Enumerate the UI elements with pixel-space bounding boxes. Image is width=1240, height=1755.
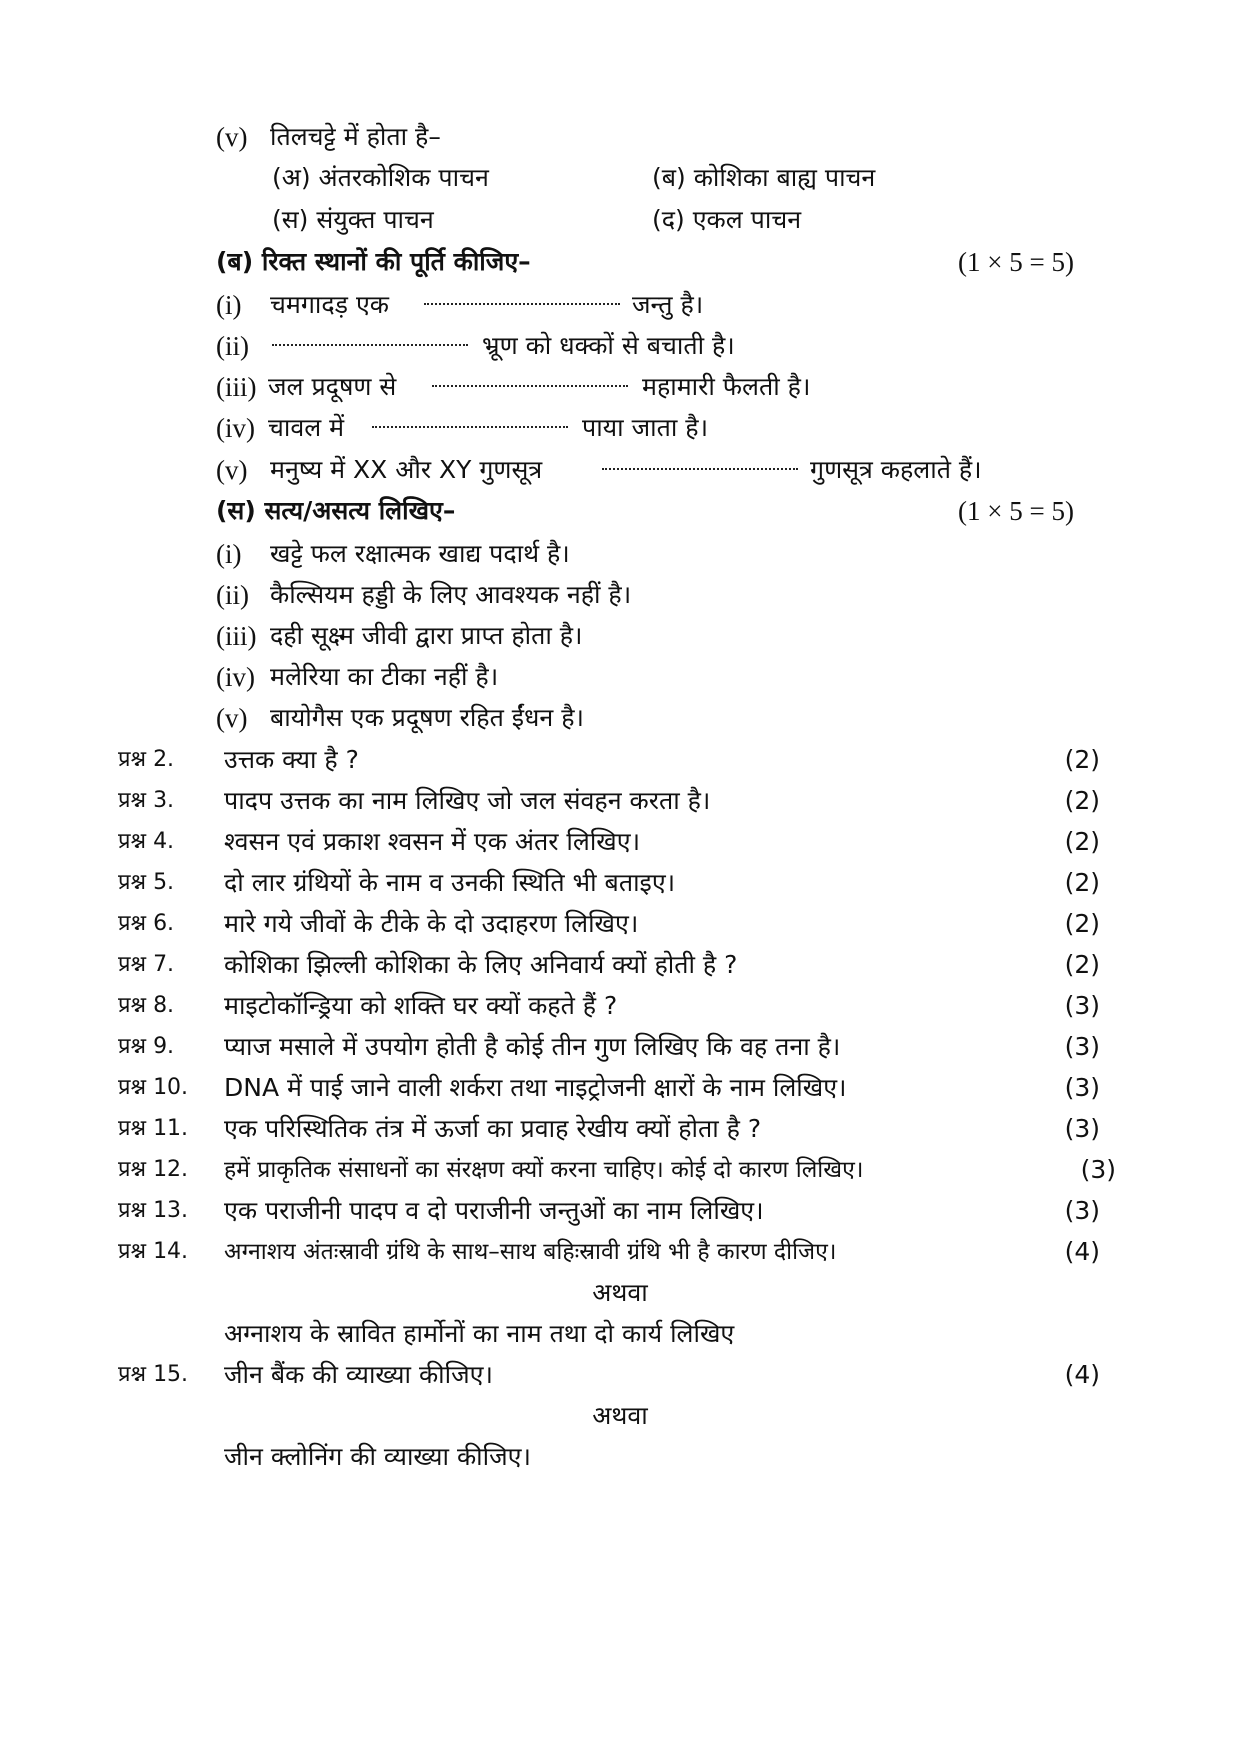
- question-marks: (3): [1064, 1114, 1100, 1143]
- item-text: मलेरिया का टीका नहीं है।: [270, 662, 499, 691]
- question-label: प्रश्न 9.: [118, 1034, 175, 1059]
- question-label: प्रश्न 7.: [118, 952, 175, 977]
- question-label: प्रश्न 14.: [118, 1239, 189, 1264]
- item-number: (ii): [216, 331, 249, 361]
- question-label: प्रश्न 15.: [118, 1362, 189, 1387]
- question-text: माइटोकॉन्ड्रिया को शक्ति घर क्यों कहते हैं ?: [224, 991, 618, 1020]
- question-text: पादप उत्तक का नाम लिखिए जो जल संवहन करता है।: [224, 786, 711, 815]
- item-number: (v): [216, 703, 248, 733]
- question-text: तिलचट्टे में होता है–: [270, 122, 441, 151]
- item-text-after: महामारी फैलती है।: [642, 372, 811, 401]
- mcq-question-v: [0, 117, 1240, 157]
- option-c: (स) संयुक्त पाचन: [272, 205, 434, 234]
- section-c-marks: (1 × 5 = 5): [958, 496, 1074, 526]
- item-text: बायोगैस एक प्रदूषण रहित ईंधन है।: [270, 703, 584, 732]
- question-row: [0, 740, 1240, 780]
- fill-blank-item: [0, 408, 1240, 448]
- alternate-question-text: अग्नाशय के स्रावित हार्मोनों का नाम तथा दो कार्य लिखिए: [224, 1319, 735, 1348]
- true-false-item: [0, 698, 1240, 738]
- item-text-after: भ्रूण को धक्कों से बचाती है।: [482, 331, 735, 360]
- question-text: दो लार ग्रंथियों के नाम व उनकी स्थिति भी बताइए।: [224, 868, 676, 897]
- question-row: [0, 1355, 1240, 1395]
- blank-line: [424, 285, 620, 305]
- question-text: एक पराजीनी पादप व दो पराजीनी जन्तुओं का नाम लिखिए।: [224, 1196, 764, 1225]
- question-row: [0, 904, 1240, 944]
- item-text-after: पाया जाता है।: [582, 413, 709, 442]
- or-label: अथवा: [592, 1401, 648, 1430]
- section-b-heading-row: [0, 242, 1240, 282]
- question-text: DNA में पाई जाने वाली शर्करा तथा नाइट्रोजनी क्षारों के नाम लिखिए।: [224, 1073, 847, 1102]
- question-row: [0, 863, 1240, 903]
- mcq-options-row-2: [0, 200, 1240, 240]
- item-text: खट्टे फल रक्षात्मक खाद्य पदार्थ है।: [270, 539, 570, 568]
- or-separator: [0, 1396, 1240, 1436]
- question-marks: (2): [1064, 909, 1100, 938]
- question-marks: (2): [1064, 868, 1100, 897]
- question-marks: (2): [1064, 745, 1100, 774]
- question-text: उत्तक क्या है ?: [224, 745, 359, 774]
- option-d: (द) एकल पाचन: [652, 205, 802, 234]
- or-label: अथवा: [592, 1278, 648, 1307]
- blank-line: [272, 326, 468, 346]
- question-label: प्रश्न 12.: [118, 1157, 189, 1182]
- question-marks: (4): [1064, 1360, 1100, 1389]
- question-marks: (3): [1064, 991, 1100, 1020]
- item-text: कैल्सियम हड्डी के लिए आवश्यक नहीं है।: [270, 580, 632, 609]
- blank-line: [432, 367, 628, 387]
- question-text: एक परिस्थितिक तंत्र में ऊर्जा का प्रवाह रेखीय क्यों होता है ?: [224, 1114, 762, 1143]
- question-label: प्रश्न 13.: [118, 1198, 189, 1223]
- item-number: (i): [216, 290, 242, 320]
- question-label: प्रश्न 2.: [118, 747, 175, 772]
- question-label: प्रश्न 8.: [118, 993, 175, 1018]
- item-number: (iii): [216, 621, 257, 651]
- fill-blank-item: [0, 450, 1240, 490]
- question-marks: (2): [1064, 786, 1100, 815]
- question-text: जीन बैंक की व्याख्या कीजिए।: [224, 1360, 493, 1389]
- question-row: [0, 986, 1240, 1026]
- true-false-item: [0, 575, 1240, 615]
- item-text-after: जन्तु है।: [632, 290, 704, 319]
- question-marks: (3): [1064, 1196, 1100, 1225]
- question-text: प्याज मसाले में उपयोग होती है कोई तीन गुण लिखिए कि वह तना है।: [224, 1032, 841, 1061]
- question-marks: (2): [1064, 950, 1100, 979]
- question-row: [0, 945, 1240, 985]
- question-text: मारे गये जीवों के टीके के दो उदाहरण लिखिए।: [224, 909, 639, 938]
- question-marks: (3): [1080, 1155, 1116, 1184]
- question-row: [0, 1150, 1240, 1190]
- true-false-item: [0, 657, 1240, 697]
- question-marks: (3): [1064, 1032, 1100, 1061]
- question-row: [0, 1027, 1240, 1067]
- section-b-marks: (1 × 5 = 5): [958, 247, 1074, 277]
- question-label: प्रश्न 5.: [118, 870, 175, 895]
- item-number: (iv): [216, 662, 255, 692]
- question-number: (v): [216, 122, 248, 152]
- question-text: हमें प्राकृतिक संसाधनों का संरक्षण क्यों करना चाहिए। कोई दो कारण लिखिए।: [224, 1157, 864, 1183]
- fill-blank-item: [0, 285, 1240, 325]
- item-number: (i): [216, 539, 242, 569]
- true-false-item: [0, 534, 1240, 574]
- alternate-question: [0, 1314, 1240, 1354]
- fill-blank-item: [0, 367, 1240, 407]
- question-marks: (4): [1064, 1237, 1100, 1266]
- item-number: (ii): [216, 580, 249, 610]
- question-row: [0, 781, 1240, 821]
- section-b-heading: (ब) रिक्त स्थानों की पूर्ति कीजिए–: [216, 247, 531, 276]
- question-row: [0, 822, 1240, 862]
- question-label: प्रश्न 11.: [118, 1116, 189, 1141]
- question-marks: (2): [1064, 827, 1100, 856]
- section-c-heading-row: [0, 491, 1240, 531]
- alternate-question-text: जीन क्लोनिंग की व्याख्या कीजिए।: [224, 1442, 531, 1471]
- item-number: (iv): [216, 413, 255, 443]
- question-text: अग्नाशय अंतःस्रावी ग्रंथि के साथ–साथ बहिःस्रावी ग्रंथि भी है कारण दीजिए।: [224, 1239, 837, 1265]
- question-label: प्रश्न 6.: [118, 911, 175, 936]
- question-row: [0, 1068, 1240, 1108]
- question-row: [0, 1109, 1240, 1149]
- item-text-before: मनुष्य में XX और XY गुणसूत्र: [270, 455, 543, 484]
- blank-line: [372, 408, 568, 428]
- item-text-after: गुणसूत्र कहलाते हैं।: [810, 455, 982, 484]
- question-row: [0, 1232, 1240, 1272]
- question-text: श्वसन एवं प्रकाश श्वसन में एक अंतर लिखिए।: [224, 827, 641, 856]
- item-number: (v): [216, 455, 248, 485]
- or-separator: [0, 1273, 1240, 1313]
- item-number: (iii): [216, 372, 257, 402]
- mcq-options-row-1: [0, 158, 1240, 198]
- alternate-question: [0, 1437, 1240, 1477]
- question-text: कोशिका झिल्ली कोशिका के लिए अनिवार्य क्यों होती है ?: [224, 950, 738, 979]
- question-marks: (3): [1064, 1073, 1100, 1102]
- blank-line: [602, 450, 798, 470]
- option-a: (अ) अंतरकोशिक पाचन: [272, 163, 489, 192]
- item-text: दही सूक्ष्म जीवी द्वारा प्राप्त होता है।: [270, 621, 583, 650]
- question-row: [0, 1191, 1240, 1231]
- section-c-heading: (स) सत्य/असत्य लिखिए–: [216, 496, 456, 525]
- option-b: (ब) कोशिका बाह्य पाचन: [652, 163, 876, 192]
- question-label: प्रश्न 3.: [118, 788, 175, 813]
- item-text-before: चमगादड़ एक: [270, 290, 389, 319]
- question-label: प्रश्न 4.: [118, 829, 175, 854]
- true-false-item: [0, 616, 1240, 656]
- item-text-before: जल प्रदूषण से: [268, 372, 397, 401]
- question-label: प्रश्न 10.: [118, 1075, 189, 1100]
- fill-blank-item: [0, 326, 1240, 366]
- item-text-before: चावल में: [268, 413, 345, 442]
